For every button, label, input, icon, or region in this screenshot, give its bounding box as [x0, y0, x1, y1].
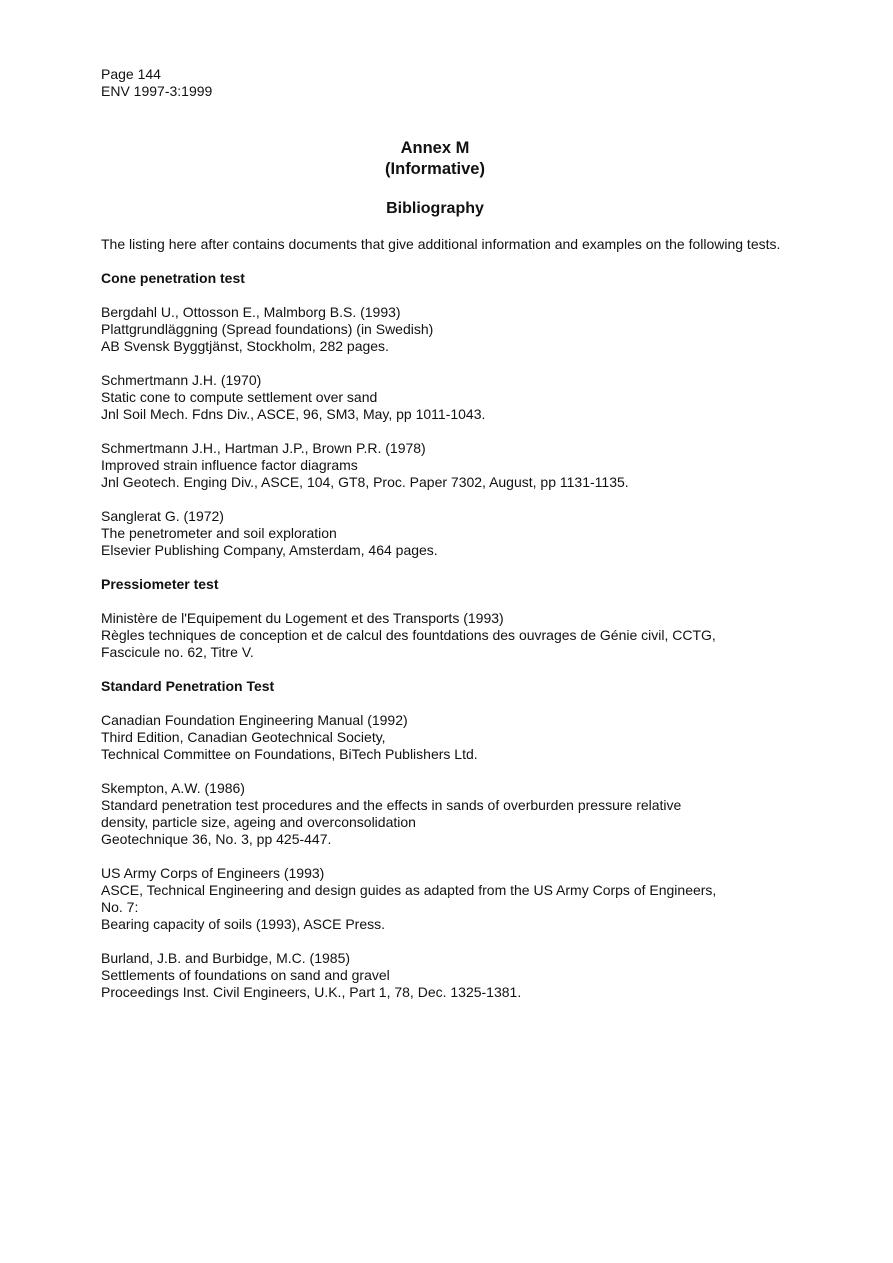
intro-paragraph: The listing here after contains documents that give additional information and examples on the following tests.	[101, 236, 781, 252]
section-standard-penetration	[101, 678, 781, 1001]
reference-item	[101, 508, 781, 559]
bibliography-heading: Bibliography	[386, 200, 484, 217]
reference-item	[101, 304, 781, 355]
annex-title: Annex M	[400, 139, 470, 157]
standard-id: ENV 1997-3:1999	[101, 83, 213, 99]
reference-line: Ministère de l'Equipement du Logement et des Transports (1993)	[101, 610, 504, 626]
reference-line: ASCE, Technical Engineering and design guides as adapted from the US Army Corps of Engineers,	[101, 882, 717, 898]
reference-item	[101, 712, 781, 763]
reference-item	[101, 950, 781, 1001]
section-heading: Standard Penetration Test	[101, 678, 275, 694]
page-header	[101, 66, 212, 100]
reference-item	[101, 610, 781, 661]
reference-line: The penetrometer and soil exploration	[101, 525, 337, 541]
reference-line: Improved strain influence factor diagrams	[101, 457, 358, 473]
reference-line: Technical Committee on Foundations, BiTech Publishers Ltd.	[101, 746, 478, 762]
reference-line: Proceedings Inst. Civil Engineers, U.K., Part 1, 78, Dec. 1325-1381.	[101, 984, 522, 1000]
reference-line: Static cone to compute settlement over sand	[101, 389, 378, 405]
reference-line: Schmertmann J.H. (1970)	[101, 372, 262, 388]
reference-line: Jnl Soil Mech. Fdns Div., ASCE, 96, SM3, May, pp 1011-1043.	[101, 406, 486, 422]
reference-line: Geotechnique 36, No. 3, pp 425-447.	[101, 831, 332, 847]
section-heading: Cone penetration test	[101, 270, 245, 286]
reference-line: Skempton, A.W. (1986)	[101, 780, 245, 796]
reference-line: Canadian Foundation Engineering Manual (1992)	[101, 712, 408, 728]
reference-line: Third Edition, Canadian Geotechnical Society,	[101, 729, 386, 745]
annex-heading-block	[0, 138, 870, 219]
reference-item	[101, 865, 781, 933]
reference-item	[101, 440, 781, 491]
reference-line: density, particle size, ageing and overconsolidation	[101, 814, 416, 830]
reference-line: Bearing capacity of soils (1993), ASCE Press.	[101, 916, 386, 932]
section-pressiometer	[101, 576, 781, 661]
reference-line: Sanglerat G. (1972)	[101, 508, 224, 524]
section-heading: Pressiometer test	[101, 576, 219, 592]
reference-line: US Army Corps of Engineers (1993)	[101, 865, 325, 881]
reference-line: Standard penetration test procedures and the effects in sands of overburden pressure relative	[101, 797, 682, 813]
reference-line: Jnl Geotech. Enging Div., ASCE, 104, GT8, Proc. Paper 7302, August, pp 1131-1135.	[101, 474, 629, 490]
reference-line: Burland, J.B. and Burbidge, M.C. (1985)	[101, 950, 351, 966]
reference-line: Plattgrundläggning (Spread foundations) (in Swedish)	[101, 321, 434, 337]
reference-line: Settlements of foundations on sand and gravel	[101, 967, 390, 983]
section-cone-penetration	[101, 270, 781, 559]
reference-line: Règles techniques de conception et de calcul des fountdations des ouvrages de Génie civil, CCTG,	[101, 627, 716, 643]
reference-line: No. 7:	[101, 899, 139, 915]
reference-item	[101, 780, 781, 848]
reference-item	[101, 372, 781, 423]
bibliography-content	[101, 236, 781, 1018]
page-number: Page 144	[101, 66, 161, 82]
annex-status: (Informative)	[385, 160, 485, 178]
reference-line: AB Svensk Byggtjänst, Stockholm, 282 pages.	[101, 338, 389, 354]
reference-line: Elsevier Publishing Company, Amsterdam, 464 pages.	[101, 542, 438, 558]
reference-line: Schmertmann J.H., Hartman J.P., Brown P.R. (1978)	[101, 440, 426, 456]
reference-line: Fascicule no. 62, Titre V.	[101, 644, 254, 660]
reference-line: Bergdahl U., Ottosson E., Malmborg B.S. (1993)	[101, 304, 401, 320]
